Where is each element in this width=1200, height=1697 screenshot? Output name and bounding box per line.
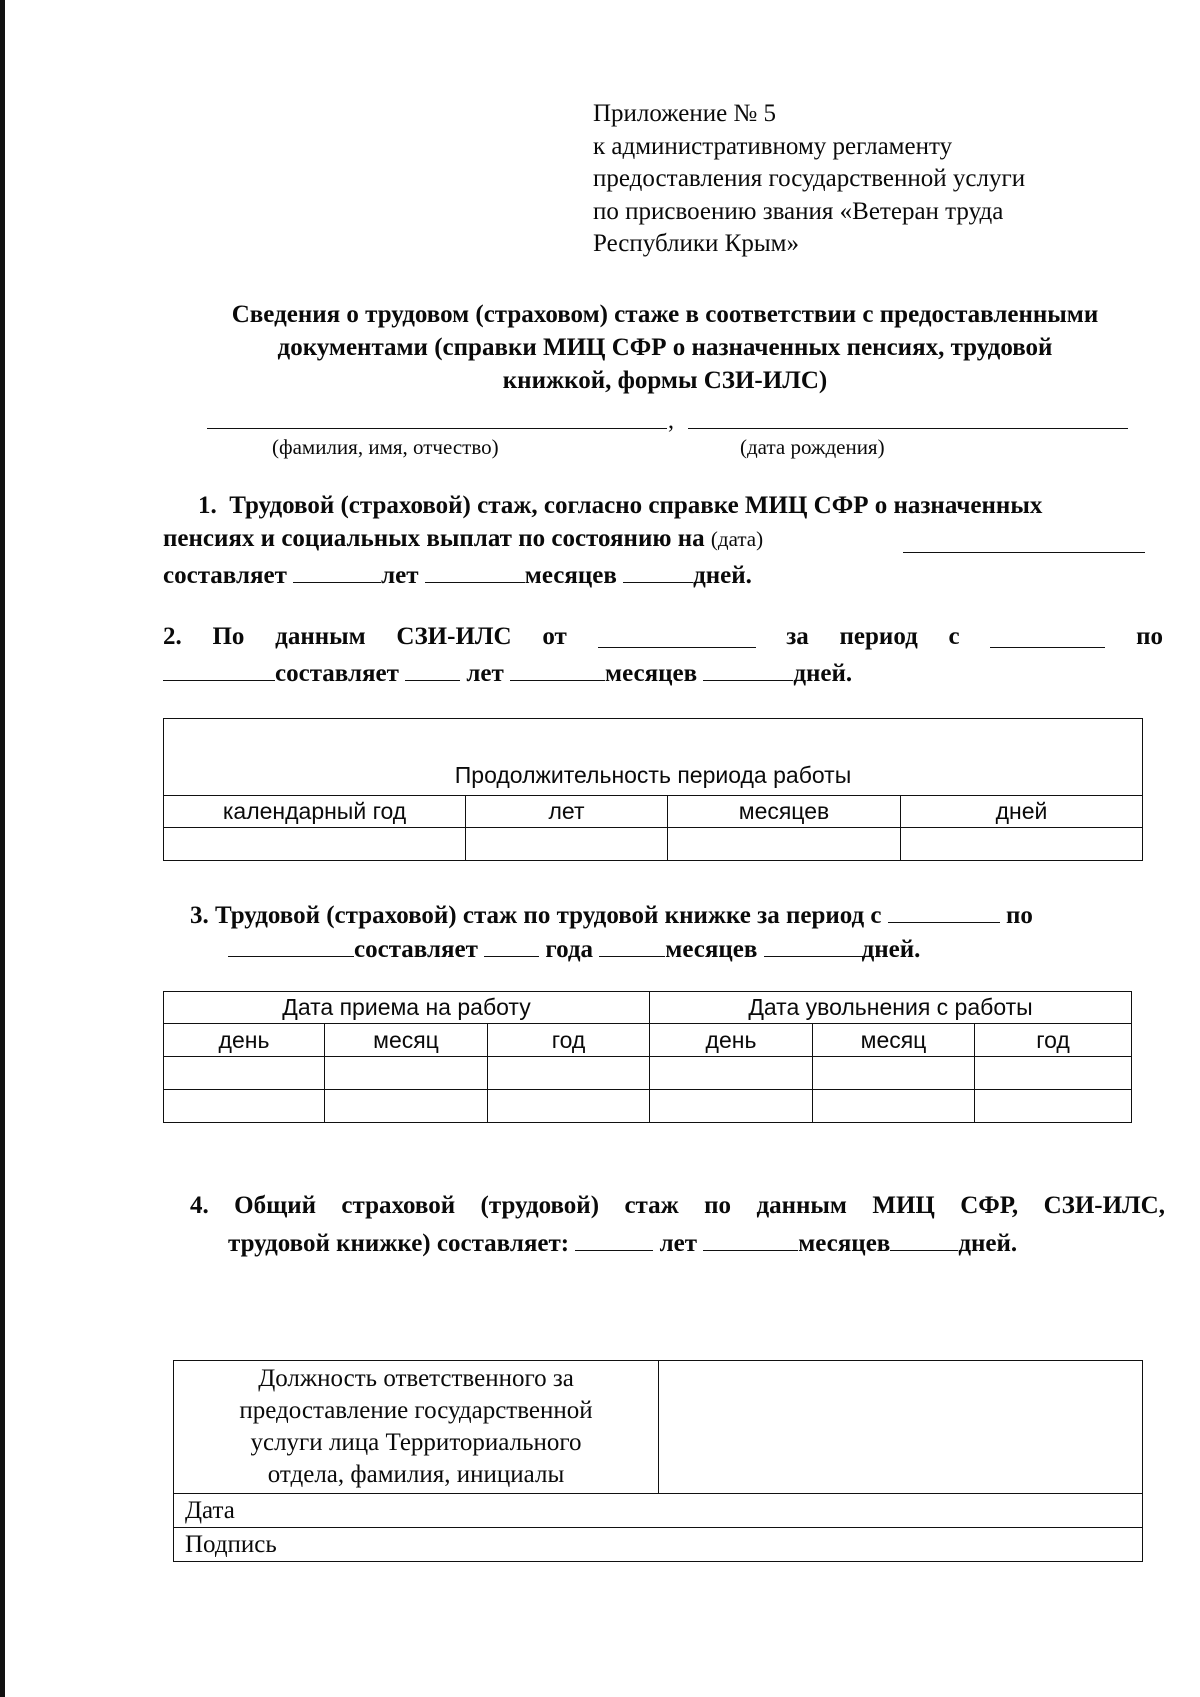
scan-edge	[0, 0, 5, 1697]
position-label-line: предоставление государственной	[239, 1397, 593, 1424]
years-field[interactable]	[405, 656, 460, 681]
column-header: год	[488, 1024, 650, 1057]
section-4-line-1: 4. Общий страховой (трудовой) стаж по данным МИЦ СФР, СЗИ-ИЛС,	[190, 1192, 1165, 1219]
appendix-line: Приложение № 5	[593, 100, 777, 127]
table-cell[interactable]	[668, 828, 901, 861]
status-date-field[interactable]	[903, 552, 1145, 553]
section-2-line-1: 2. По данным СЗИ-ИЛС от за период с по	[163, 623, 1163, 650]
column-header: месяц	[325, 1024, 488, 1057]
table-cell[interactable]	[975, 1090, 1132, 1123]
days-field[interactable]	[890, 1226, 958, 1251]
months-field[interactable]	[510, 656, 605, 681]
column-header: дней	[901, 796, 1143, 828]
table-cell[interactable]	[975, 1057, 1132, 1090]
period-end-field[interactable]	[163, 656, 275, 681]
days-field[interactable]	[623, 558, 693, 583]
table-cell[interactable]	[650, 1090, 813, 1123]
table-cell[interactable]	[488, 1057, 650, 1090]
work-period-header: Продолжительность периода работы	[164, 719, 1143, 796]
date-row[interactable]	[174, 1494, 1143, 1528]
section-2-number: 2.	[163, 623, 182, 650]
section-3-line-2: составляет года месяцев дней.	[228, 932, 920, 964]
table-cell[interactable]	[325, 1090, 488, 1123]
section-4-line-2: трудовой книжке) составляет: лет месяцев дней.	[228, 1226, 1017, 1258]
table-cell[interactable]	[650, 1057, 813, 1090]
position-label-line: услуги лица Территориального	[250, 1429, 582, 1456]
full-name-caption: (фамилия, имя, отчество)	[272, 435, 499, 459]
position-label-line: отдела, фамилия, инициалы	[267, 1461, 565, 1488]
column-header: месяц	[813, 1024, 975, 1057]
appendix-line: по присвоению звания «Ветеран труда	[593, 197, 1004, 225]
appendix-block	[593, 98, 1025, 261]
column-header: лет	[466, 796, 668, 828]
work-period-table	[163, 718, 1143, 861]
title-line: книжкой, формы СЗИ-ИЛС)	[502, 367, 828, 394]
signature-row[interactable]	[174, 1528, 1143, 1562]
period-start-field[interactable]	[888, 898, 1000, 923]
position-value-cell[interactable]	[659, 1361, 1143, 1494]
document-title	[150, 298, 1180, 397]
full-name-field[interactable]	[207, 428, 667, 429]
table-cell[interactable]	[325, 1057, 488, 1090]
section-1-line-1: 1. Трудовой (страховой) стаж, согласно справке МИЦ СФР о назначенных	[198, 492, 1043, 519]
position-label-line: Должность ответственного за	[258, 1365, 574, 1392]
field-separator: ,	[668, 408, 674, 434]
date-hint: (дата)	[710, 527, 764, 551]
days-field[interactable]	[703, 656, 793, 681]
position-label-cell	[174, 1361, 659, 1494]
column-header: день	[650, 1024, 813, 1057]
period-end-field[interactable]	[228, 932, 354, 957]
column-header: месяцев	[668, 796, 901, 828]
birth-date-caption: (дата рождения)	[740, 435, 885, 459]
section-1-number: 1.	[198, 492, 217, 519]
section-3-number: 3.	[190, 902, 209, 929]
column-header: календарный год	[164, 796, 466, 828]
dismissal-date-header: Дата увольнения с работы	[650, 992, 1132, 1024]
table-cell[interactable]	[813, 1057, 975, 1090]
hire-date-header: Дата приема на работу	[164, 992, 650, 1024]
title-line: документами (справки МИЦ СФР о назначенных пенсиях, трудовой	[277, 334, 1053, 361]
column-header: год	[975, 1024, 1132, 1057]
date-label: Дата	[185, 1496, 235, 1524]
table-cell[interactable]	[901, 828, 1143, 861]
table-cell[interactable]	[164, 828, 466, 861]
appendix-line: предоставления государственной услуги	[593, 165, 1026, 192]
appendix-line: Республики Крым»	[593, 230, 799, 257]
table-cell[interactable]	[488, 1090, 650, 1123]
title-line: Сведения о трудовом (страховом) стаже в соответствии с предоставленными	[231, 301, 1099, 328]
szi-ils-date-field[interactable]	[598, 623, 756, 648]
section-4-number: 4.	[190, 1192, 209, 1219]
section-1-line-3: составляет лет месяцев дней.	[163, 558, 752, 590]
years-field[interactable]	[484, 932, 539, 957]
months-field[interactable]	[425, 558, 525, 583]
table-cell[interactable]	[164, 1057, 325, 1090]
section-3-line-1: 3. Трудовой (страховой) стаж по трудовой книжке за период с по	[190, 898, 1033, 930]
period-start-field[interactable]	[990, 623, 1105, 648]
table-cell[interactable]	[813, 1090, 975, 1123]
section-2-line-2: составляет лет месяцев дней.	[163, 656, 852, 688]
days-field[interactable]	[764, 932, 862, 957]
birth-date-field[interactable]	[688, 428, 1128, 429]
column-header: день	[164, 1024, 325, 1057]
months-field[interactable]	[599, 932, 665, 957]
employment-dates-table	[163, 991, 1132, 1123]
signature-label: Подпись	[185, 1530, 277, 1558]
responsible-person-table	[173, 1360, 1143, 1562]
months-field[interactable]	[703, 1226, 798, 1251]
section-1-line-2: пенсиях и социальных выплат по состоянию на (дата)	[163, 525, 764, 552]
table-cell[interactable]	[164, 1090, 325, 1123]
table-cell[interactable]	[466, 828, 668, 861]
years-field[interactable]	[293, 558, 381, 583]
years-field[interactable]	[575, 1226, 653, 1251]
appendix-line: к административному регламенту	[593, 132, 953, 160]
